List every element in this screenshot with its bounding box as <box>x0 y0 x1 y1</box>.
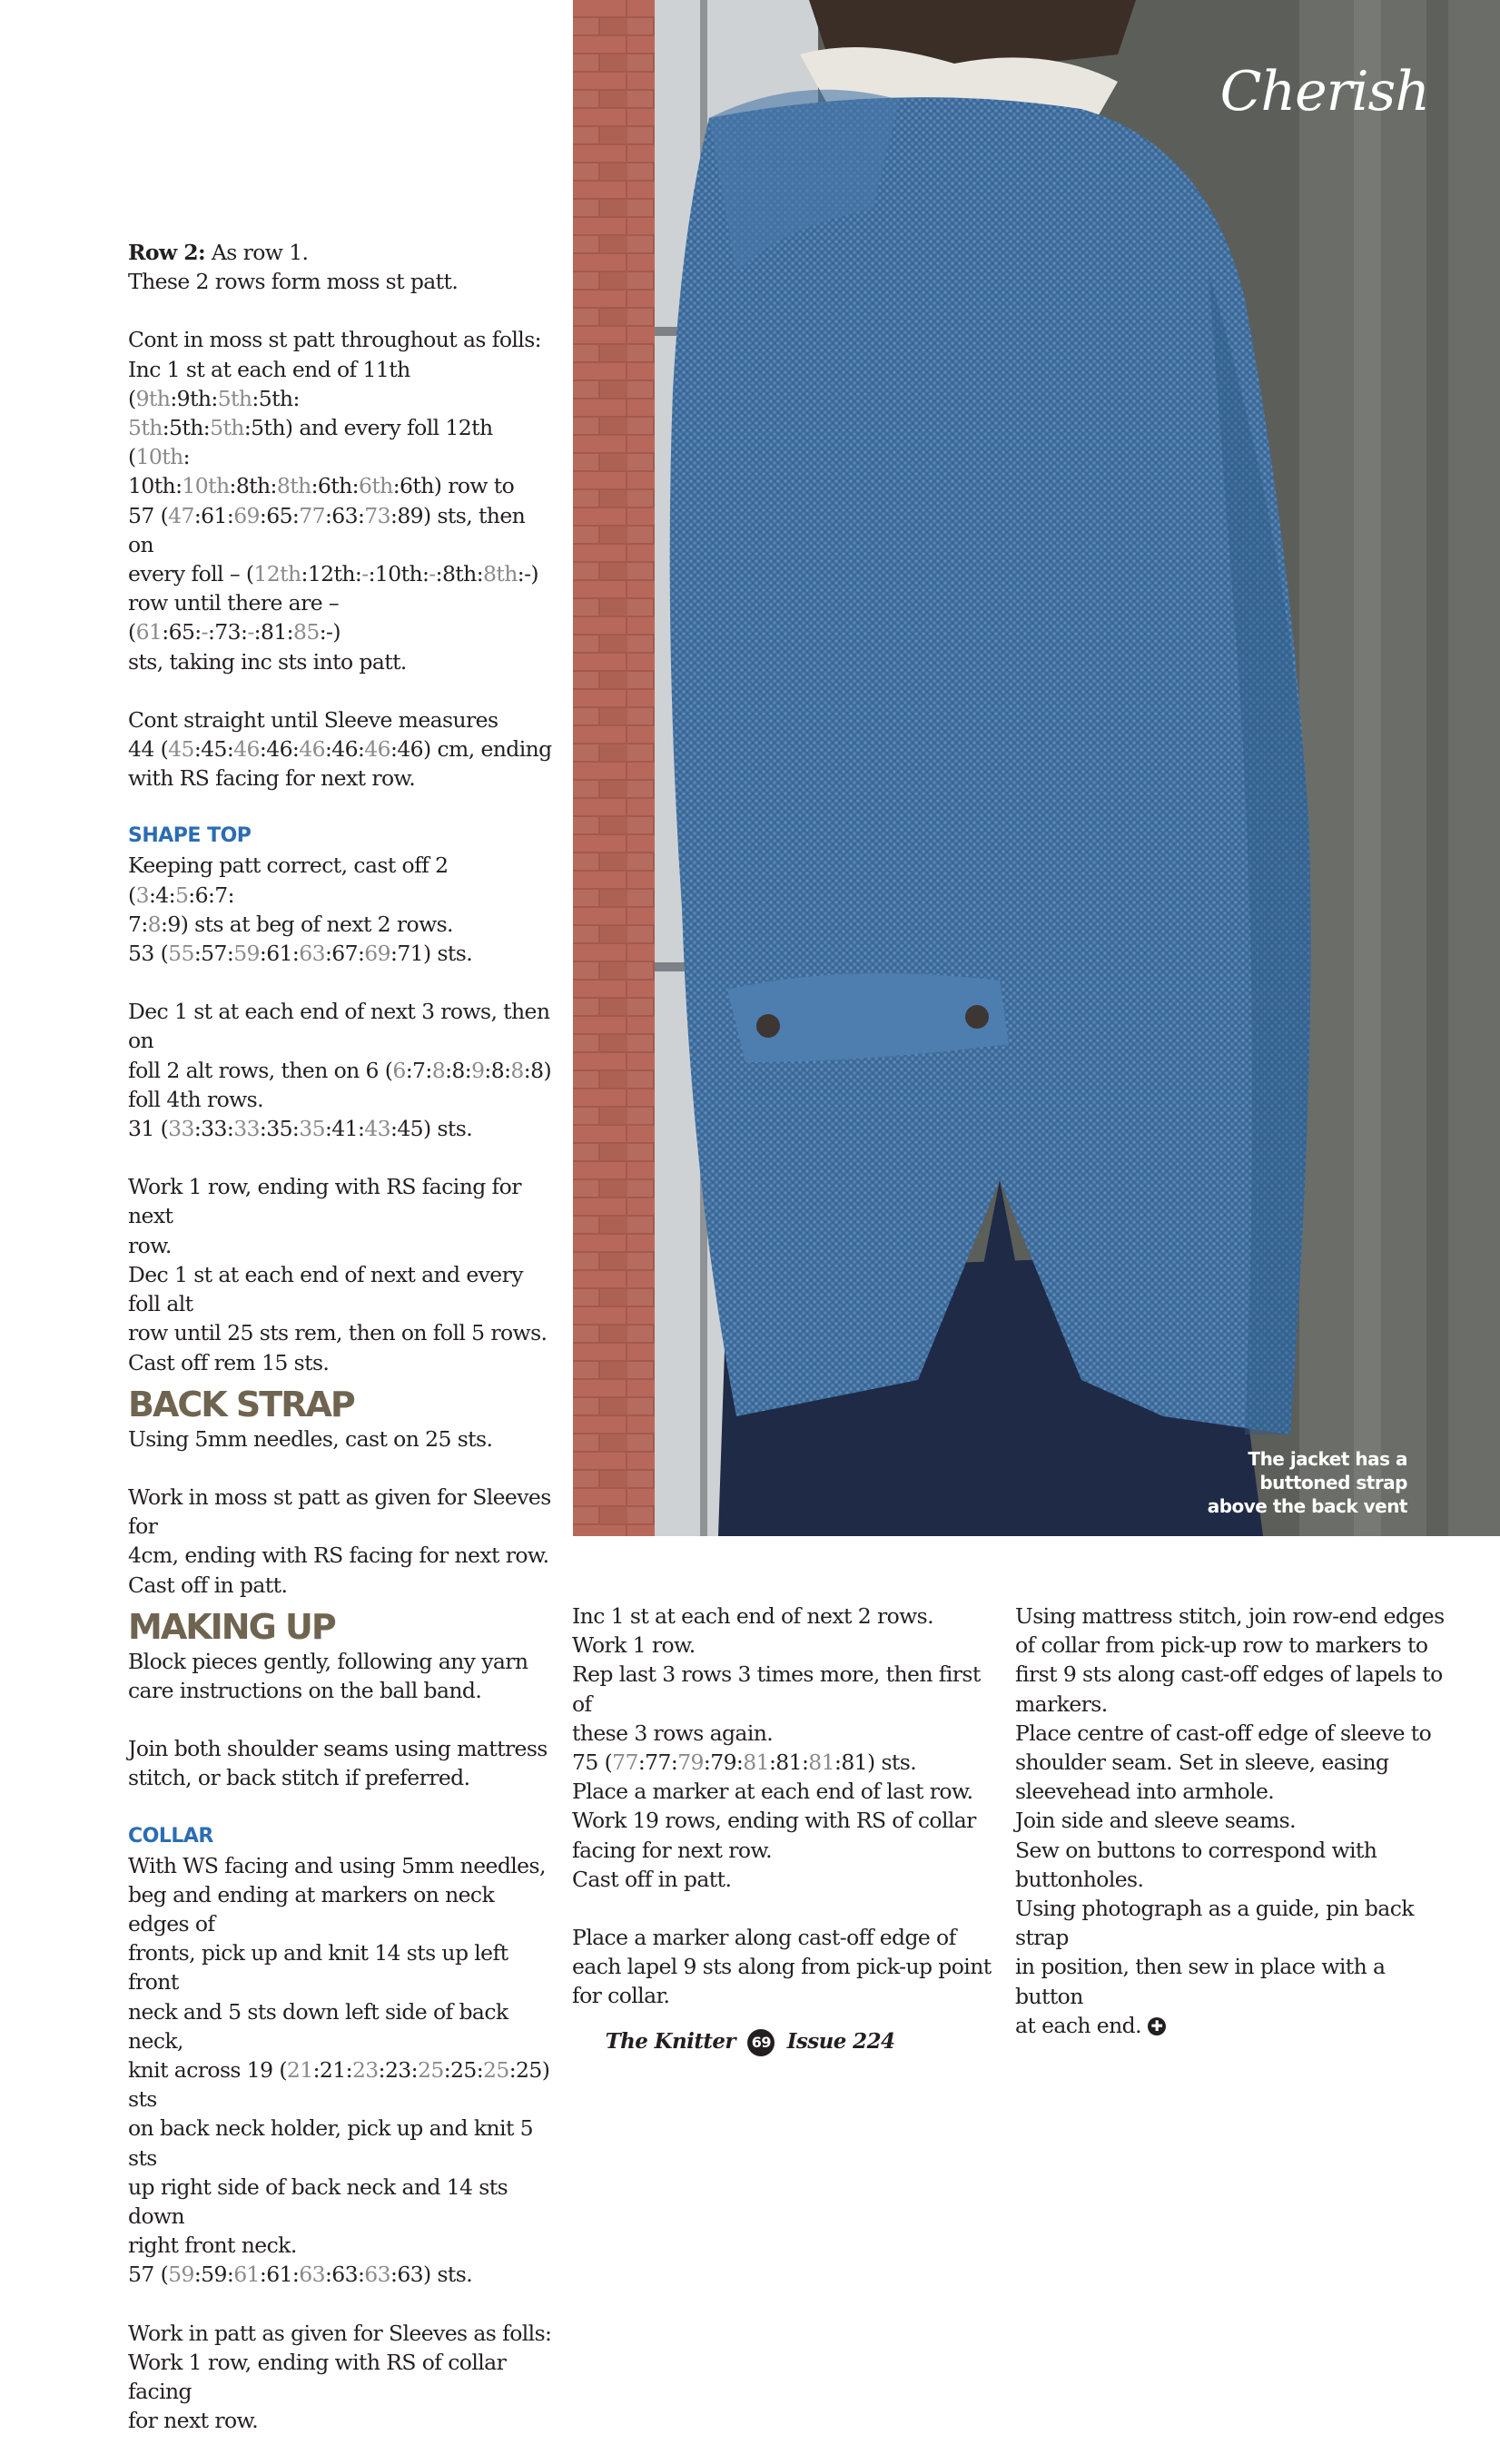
text-segment: Cont straight until Sleeve measures <box>128 706 498 733</box>
text-segment: :89) sts, then on <box>128 502 526 557</box>
text-line <box>128 1231 555 1260</box>
text-line <box>572 1865 999 1894</box>
shape-top-heading: SHAPE TOP <box>128 824 252 848</box>
text-line <box>1015 1894 1451 1952</box>
text-segment: :63: <box>324 502 365 528</box>
text-line <box>1015 1865 1451 1894</box>
text-line <box>128 2173 555 2231</box>
text-segment: :81: <box>768 1749 809 1776</box>
text-line <box>128 355 555 413</box>
text-segment: Using photograph as a guide, pin back strap <box>1015 1896 1414 1951</box>
text-segment: row. <box>128 1232 172 1258</box>
size-value-alt: 6 <box>392 1057 406 1083</box>
text-segment: Join both shoulder seams using mattress <box>128 1736 548 1762</box>
text-segment: :21: <box>312 2056 352 2083</box>
text-line <box>128 1647 555 1676</box>
text-line <box>128 2231 555 2260</box>
text-line <box>128 471 555 500</box>
text-segment: :33: <box>193 1116 234 1142</box>
text-line <box>1015 1602 1451 1631</box>
size-value-alt: 10th <box>182 473 230 499</box>
text-segment: :46: <box>324 736 365 763</box>
text-segment: Work 1 row, ending with RS of collar facing <box>128 2349 507 2404</box>
text-line <box>572 1952 999 1981</box>
size-value-alt: 10th <box>135 444 183 470</box>
collar-heading: COLLAR <box>128 1824 213 1848</box>
text-line <box>128 2114 555 2172</box>
column-2 <box>572 1602 999 2040</box>
text-segment: Inc 1 st at each end of next 2 rows. <box>572 1603 933 1629</box>
size-value-alt: 46 <box>299 736 325 763</box>
size-value-alt: - <box>247 619 254 646</box>
text-line <box>1015 1719 1451 1748</box>
caption-line: The jacket has a <box>1248 1448 1407 1470</box>
inc-rows-paragraph <box>572 1602 999 1894</box>
text-line <box>572 1602 999 1631</box>
jacket-illustration <box>573 0 1500 1536</box>
text-line <box>128 1938 555 1996</box>
text-segment: 4cm, ending with RS facing for next row. <box>128 1542 549 1569</box>
text-segment: fronts, pick up and knit 14 sts up left front <box>128 1940 508 1996</box>
text-segment: :71) sts. <box>390 941 473 967</box>
text-segment: :8th: <box>229 473 277 499</box>
text-segment: :57: <box>193 941 234 967</box>
text-segment: Rep last 3 rows 3 times more, then first of <box>572 1661 981 1717</box>
text-segment: :65: <box>162 619 202 646</box>
size-value-alt: 85 <box>293 619 320 646</box>
text-segment: Cast off in patt. <box>128 1572 288 1598</box>
text-line <box>1015 1952 1451 2010</box>
text-segment: Cast off in patt. <box>572 1866 732 1892</box>
text-segment: markers. <box>1015 1690 1108 1717</box>
strap-cast-on-text: Using 5mm needles, cast on 25 sts. <box>128 1425 493 1452</box>
text-segment: with RS facing for next row. <box>128 765 416 792</box>
size-value-alt: 81 <box>808 1749 834 1776</box>
magazine-name: The Knitter <box>605 2029 735 2054</box>
size-value-alt: - <box>361 561 369 587</box>
text-segment: :6th) row to <box>392 473 515 499</box>
size-value-alt: - <box>201 619 208 646</box>
text-segment: :46) cm, ending <box>390 736 552 763</box>
text-line <box>128 764 555 793</box>
text-segment: :35: <box>259 1116 300 1142</box>
text-segment: :4: <box>148 882 175 908</box>
text-segment: at each end. <box>1015 2012 1141 2038</box>
text-line <box>128 1172 555 1230</box>
size-value-alt: - <box>429 561 436 587</box>
text-segment: :-) <box>319 619 340 646</box>
text-segment: up right side of back neck and 14 sts down <box>128 2173 508 2229</box>
text-segment: :8th: <box>435 561 484 587</box>
size-value-alt: 5th <box>128 415 163 441</box>
size-value-alt: 25 <box>483 2056 509 2083</box>
text-segment: :46: <box>259 736 300 763</box>
text-segment: Work 1 row. <box>572 1632 696 1659</box>
size-value-alt: 9th <box>135 385 171 411</box>
text-segment: :6th: <box>311 473 359 499</box>
text-segment: for next row. <box>128 2408 259 2434</box>
text-line <box>572 1806 999 1835</box>
text-segment: Inc 1 st at each end of 11th ( <box>128 356 410 411</box>
text-segment: :25) sts <box>128 2056 550 2113</box>
text-segment: Dec 1 st at each end of next 3 rows, then on <box>128 999 550 1054</box>
text-line <box>128 588 555 646</box>
size-value-alt: 35 <box>299 1116 325 1142</box>
text-segment: row until 25 sts rem, then on foll 5 rows. <box>128 1320 548 1346</box>
text-segment: foll 2 alt rows, then on 6 ( <box>128 1057 393 1083</box>
marker-paragraph <box>572 1923 999 2011</box>
inc-paragraph <box>128 325 555 675</box>
straight-paragraph <box>128 705 555 793</box>
text-segment: Place a marker at each end of last row. <box>572 1779 973 1805</box>
size-value-alt: 46 <box>364 736 390 763</box>
text-segment: :63: <box>324 2262 365 2288</box>
sleeves-paragraph <box>128 2319 555 2436</box>
text-segment: :7: <box>405 1057 432 1083</box>
text-segment: :81: <box>253 619 293 646</box>
text-line <box>128 1114 555 1143</box>
text-line <box>572 1777 999 1806</box>
text-line <box>1015 1806 1451 1835</box>
text-segment: :73: <box>207 619 248 646</box>
size-value-alt: 46 <box>233 736 260 763</box>
text-segment: :63) sts. <box>390 2262 473 2288</box>
row-2-paragraph <box>128 238 555 296</box>
issue-number: Issue 224 <box>786 2029 895 2054</box>
text-segment: Work in patt as given for Sleeves as folls: <box>128 2320 552 2346</box>
text-segment: :6:7: <box>188 882 234 908</box>
dec-paragraph <box>128 997 555 1143</box>
text-segment: :-) <box>517 561 538 587</box>
text-segment: 44 ( <box>128 736 169 763</box>
text-line <box>128 647 555 676</box>
size-value-alt: 33 <box>168 1116 194 1142</box>
column-1 <box>128 238 555 2464</box>
text-line <box>128 705 555 734</box>
size-value-alt: 59 <box>233 941 260 967</box>
size-value-alt: 33 <box>233 1116 260 1142</box>
text-segment: 75 ( <box>572 1749 613 1776</box>
text-line <box>128 1676 555 1705</box>
text-segment: buttonholes. <box>1015 1866 1144 1892</box>
text-line <box>128 1571 555 1600</box>
text-line <box>128 939 555 968</box>
size-value-alt: 79 <box>677 1749 704 1776</box>
text-segment: stitch, or back stitch if preferred. <box>128 1765 470 1791</box>
text-line <box>128 2055 555 2114</box>
text-segment: :67: <box>324 941 365 967</box>
text-segment: :45: <box>193 736 234 763</box>
size-value-alt: 81 <box>743 1749 769 1776</box>
page-footer <box>0 2029 1500 2056</box>
size-value-alt: 23 <box>351 2056 379 2083</box>
column-3 <box>1015 1602 1451 2069</box>
moss-stitch-note: These 2 rows form moss st patt. <box>128 269 459 295</box>
size-value-alt: 63 <box>364 2262 390 2288</box>
text-segment: Work in moss st patt as given for Sleeves for <box>128 1483 551 1540</box>
text-line <box>128 851 555 909</box>
text-line <box>128 559 555 588</box>
size-value-alt: 59 <box>168 2262 194 2288</box>
size-value-alt: 5 <box>174 882 189 908</box>
text-segment: :9) sts at beg of next 2 rows. <box>161 911 453 937</box>
text-line <box>128 1318 555 1347</box>
text-segment: facing for next row. <box>572 1837 772 1863</box>
text-segment: beg and ending at markers on neck edges of <box>128 1881 495 1937</box>
size-value-alt: 8 <box>431 1057 446 1083</box>
text-segment: :8: <box>484 1057 511 1083</box>
caption-line: above the back vent <box>1207 1495 1407 1517</box>
size-value-alt: 8 <box>510 1057 524 1083</box>
collar-paragraph <box>128 1851 555 2290</box>
text-line <box>1015 1631 1451 1660</box>
text-line <box>572 1748 999 1777</box>
row-2-label: Row 2: <box>128 240 206 265</box>
size-value-alt: 8 <box>147 911 162 937</box>
size-value-alt: 61 <box>135 619 163 646</box>
size-value-alt: 61 <box>233 2262 260 2288</box>
size-value-alt: 9 <box>471 1057 485 1083</box>
text-segment: Sew on buttons to correspond with <box>1015 1837 1377 1863</box>
text-segment: : <box>183 444 190 470</box>
text-segment: :8) <box>523 1057 552 1083</box>
size-value-alt: 77 <box>612 1749 638 1776</box>
text-segment: these 3 rows again. <box>572 1720 774 1746</box>
text-segment: first 9 sts along cast-off edges of lapels to <box>1015 1661 1443 1688</box>
text-line <box>128 1541 555 1570</box>
text-segment: Join side and sleeve seams. <box>1015 1808 1296 1834</box>
text-segment: :25: <box>443 2056 484 2083</box>
text-segment: Cont in moss st patt throughout as folls: <box>128 327 541 353</box>
text-line <box>572 1631 999 1660</box>
text-line <box>128 413 555 471</box>
size-value-alt: 5th <box>210 415 244 441</box>
text-line <box>572 1923 999 1952</box>
text-segment: :10th: <box>368 561 429 587</box>
text-segment: Place a marker along cast-off edge of <box>572 1925 956 1951</box>
text-segment: :61: <box>193 502 234 528</box>
strap-paragraph <box>128 1483 555 1600</box>
text-segment: :8: <box>445 1057 472 1083</box>
text-line <box>128 2319 555 2348</box>
end-symbol-icon: ✚ <box>1148 2017 1166 2035</box>
size-value-alt: 5th <box>217 385 252 411</box>
page-number: 69 <box>747 2029 775 2056</box>
text-segment: Work 19 rows, ending with RS of collar <box>572 1808 976 1834</box>
text-segment: 7: <box>128 911 148 937</box>
text-segment: :77: <box>637 1749 678 1776</box>
text-line <box>128 2406 555 2435</box>
text-segment: each lapel 9 sts along from pick-up point <box>572 1954 992 1980</box>
text-segment: :5th: <box>162 415 211 441</box>
text-line <box>572 1660 999 1718</box>
text-line <box>128 325 555 354</box>
size-value-alt: 21 <box>286 2056 313 2083</box>
text-segment: :61: <box>259 941 300 967</box>
text-segment: :79: <box>703 1749 744 1776</box>
size-value-alt: 47 <box>168 502 194 528</box>
work-paragraph <box>128 1172 555 1376</box>
shape-paragraph <box>128 851 555 968</box>
text-line <box>128 1085 555 1114</box>
text-segment: :41: <box>324 1116 365 1142</box>
text-line <box>1015 1836 1451 1865</box>
photo-caption <box>1208 1447 1407 1518</box>
text-line <box>572 1981 999 2010</box>
join-paragraph <box>128 1734 555 1792</box>
text-segment: on back neck holder, pick up and knit 5 sts <box>128 2115 534 2171</box>
text-line <box>1015 1660 1451 1689</box>
text-segment: :9th: <box>170 385 218 411</box>
text-segment: Keeping patt correct, cast off 2 ( <box>128 853 449 908</box>
size-value-alt: 8th <box>483 561 518 587</box>
text-segment: for collar. <box>572 1983 670 2009</box>
text-line <box>128 501 555 559</box>
size-value-alt: 73 <box>364 502 390 528</box>
size-value-alt: 63 <box>299 941 325 967</box>
text-segment: sts, taking inc sts into patt. <box>128 648 407 675</box>
text-line <box>1015 1748 1451 1777</box>
text-segment: :5th: <box>252 385 300 411</box>
brand-title: Cherish <box>1219 60 1429 123</box>
text-line <box>128 1260 555 1318</box>
size-value-alt: 8th <box>276 473 311 499</box>
text-segment: Cast off rem 15 sts. <box>128 1349 330 1375</box>
size-value-alt: 45 <box>168 736 194 763</box>
text-line <box>572 1719 999 1748</box>
making-up-heading: MAKING UP <box>128 1606 335 1647</box>
text-line <box>128 1880 555 1938</box>
text-segment: every foll – ( <box>128 561 254 587</box>
text-segment: knit across 19 ( <box>128 2056 287 2083</box>
block-paragraph <box>128 1647 555 1705</box>
text-segment: :45) sts. <box>390 1116 473 1142</box>
back-strap-heading: BACK STRAP <box>128 1384 354 1424</box>
text-line <box>128 1734 555 1763</box>
caption-line: buttoned strap <box>1259 1472 1407 1493</box>
size-value-alt: 25 <box>417 2056 444 2083</box>
text-segment: neck and 5 sts down left side of back neck, <box>128 1998 508 2054</box>
text-segment: Block pieces gently, following any yarn <box>128 1648 528 1674</box>
text-segment: 57 ( <box>128 2262 169 2288</box>
text-segment: row until there are – ( <box>128 590 340 646</box>
text-line <box>1015 1777 1451 1806</box>
text-segment: of collar from pick-up row to markers to <box>1015 1632 1428 1659</box>
text-line <box>128 1348 555 1377</box>
text-segment: care instructions on the ball band. <box>128 1677 482 1703</box>
text-segment: shoulder seam. Set in sleeve, easing <box>1015 1749 1389 1776</box>
text-line <box>128 1851 555 1880</box>
text-segment: :12th: <box>301 561 362 587</box>
size-value-alt: 69 <box>233 502 260 528</box>
text-segment: right front neck. <box>128 2232 297 2259</box>
text-segment: sleevehead into armhole. <box>1015 1779 1275 1805</box>
text-segment: 53 ( <box>128 941 169 967</box>
text-line <box>572 1836 999 1865</box>
jacket-photo <box>573 0 1500 1536</box>
size-value-alt: 43 <box>364 1116 390 1142</box>
size-value-alt: 77 <box>299 502 325 528</box>
text-line <box>128 734 555 764</box>
text-segment: foll 4th rows. <box>128 1086 263 1112</box>
text-segment: in position, then sew in place with a button <box>1015 1954 1386 2009</box>
text-segment: 57 ( <box>128 502 169 528</box>
text-segment: With WS facing and using 5mm needles, <box>128 1852 546 1878</box>
text-line <box>128 910 555 939</box>
row-2-text: As row 1. <box>211 240 309 265</box>
text-segment: 31 ( <box>128 1116 169 1142</box>
text-line <box>128 1483 555 1541</box>
text-line <box>128 2348 555 2406</box>
text-line <box>1015 1690 1451 1719</box>
text-segment: 10th: <box>128 473 183 499</box>
text-segment: :81) sts. <box>834 1749 917 1776</box>
size-value-alt: 6th <box>358 473 393 499</box>
text-segment: Place centre of cast-off edge of sleeve to <box>1015 1720 1432 1746</box>
size-value-alt: 12th <box>253 561 301 587</box>
text-segment: Dec 1 st at each end of next and every foll alt <box>128 1261 523 1317</box>
size-value-alt: 3 <box>135 882 149 908</box>
size-value-alt: 63 <box>299 2262 325 2288</box>
text-segment: :61: <box>259 2262 300 2288</box>
size-value-alt: 69 <box>364 941 390 967</box>
text-segment: :59: <box>193 2262 234 2288</box>
text-segment: Using mattress stitch, join row-end edges <box>1015 1603 1445 1629</box>
text-line <box>128 2260 555 2289</box>
text-segment: :5th) and every foll 12th ( <box>128 415 493 470</box>
finishing-paragraph <box>1015 1602 1451 2040</box>
text-segment: Work 1 row, ending with RS facing for next <box>128 1174 521 1229</box>
size-value-alt: 55 <box>168 941 194 967</box>
text-line <box>128 1056 555 1085</box>
text-line <box>128 997 555 1055</box>
text-line <box>128 1763 555 1792</box>
text-segment: :65: <box>259 502 300 528</box>
strap-cast-on <box>128 1424 555 1454</box>
text-segment: :23: <box>378 2056 418 2083</box>
